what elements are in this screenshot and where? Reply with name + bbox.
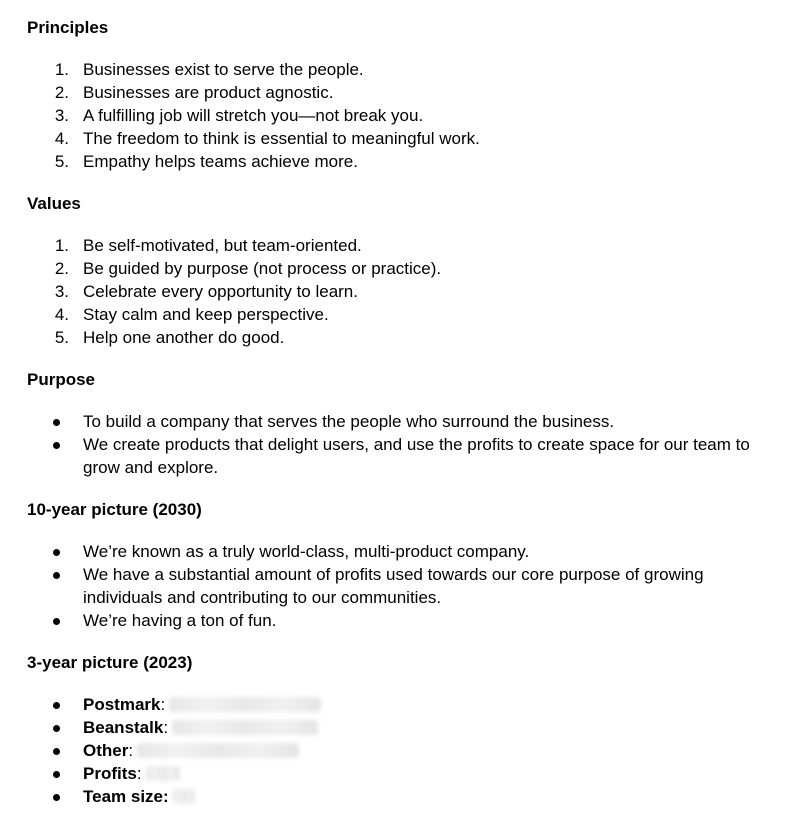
values-list (27, 234, 800, 349)
metric-label-postmark: Postmark (83, 695, 161, 714)
bullet-icon (53, 725, 60, 732)
bullet-icon (53, 702, 60, 709)
bullet-icon (53, 771, 60, 778)
label-separator: : (136, 764, 142, 783)
list-number: 5. (54, 328, 69, 347)
redacted-value (146, 766, 180, 781)
list-item (27, 280, 763, 303)
list-item (27, 257, 763, 280)
metric-label-beanstalk: Beanstalk (83, 718, 164, 737)
principles-list (27, 58, 800, 173)
list-number: 4. (54, 305, 69, 324)
list-item-text: Help one another do good. (83, 328, 285, 347)
list-item (27, 410, 763, 433)
list-number: 3. (54, 282, 69, 301)
bullet-icon (53, 572, 60, 579)
bullet-icon (53, 794, 60, 801)
bullet-icon (53, 419, 60, 426)
ten-year-heading: 10-year picture (2030) (27, 500, 202, 519)
label-separator: : (163, 787, 169, 806)
list-number: 2. (54, 83, 69, 102)
list-item-text: To build a company that serves the people who surround the business. (83, 412, 615, 431)
list-item (27, 609, 763, 632)
list-item (27, 234, 763, 257)
list-item-text: Celebrate every opportunity to learn. (83, 282, 358, 301)
list-item-text: We have a substantial amount of profits used towards our core purpose of growing individuals and contributing to our communities. (83, 565, 704, 607)
list-item-text: Be guided by purpose (not process or practice). (83, 259, 442, 278)
label-separator: : (128, 741, 134, 760)
list-item (27, 540, 763, 563)
bullet-icon (53, 618, 60, 625)
list-item-text: A fulfilling job will stretch you—not break you. (83, 106, 424, 125)
list-item (27, 762, 763, 785)
list-item (27, 326, 763, 349)
list-item (27, 739, 763, 762)
redacted-value (169, 697, 321, 712)
list-item (27, 104, 763, 127)
bullet-icon (53, 442, 60, 449)
metric-label-other: Other (83, 741, 129, 760)
three-year-heading: 3-year picture (2023) (27, 653, 193, 672)
list-item-text: Stay calm and keep perspective. (83, 305, 329, 324)
label-separator: : (160, 695, 166, 714)
list-item (27, 303, 763, 326)
list-item-text: We’re known as a truly world-class, multi-product company. (83, 542, 530, 561)
redacted-value (173, 789, 195, 804)
list-item (27, 58, 763, 81)
list-item-text: The freedom to think is essential to meaningful work. (83, 129, 480, 148)
list-item (27, 563, 763, 609)
list-item-text: Empathy helps teams achieve more. (83, 152, 358, 171)
metric-label-profits: Profits (83, 764, 137, 783)
redacted-value (172, 720, 318, 735)
principles-heading: Principles (27, 18, 109, 37)
three-year-list (27, 693, 800, 808)
list-item (27, 785, 763, 808)
list-number: 3. (54, 106, 69, 125)
list-number: 5. (54, 152, 69, 171)
list-item-text: We’re having a ton of fun. (83, 611, 277, 630)
list-item-text: Be self-motivated, but team-oriented. (83, 236, 362, 255)
redacted-value (137, 743, 299, 758)
bullet-icon (53, 748, 60, 755)
list-item (27, 693, 763, 716)
metric-label-team-size: Team size (83, 787, 164, 806)
list-item-text: Businesses exist to serve the people. (83, 60, 364, 79)
purpose-heading: Purpose (27, 370, 96, 389)
list-item (27, 150, 763, 173)
purpose-list (27, 410, 800, 479)
ten-year-list (27, 540, 800, 632)
list-item (27, 81, 763, 104)
values-heading: Values (27, 194, 81, 213)
list-number: 1. (54, 60, 69, 79)
bullet-icon (53, 549, 60, 556)
list-item-text: Businesses are product agnostic. (83, 83, 334, 102)
list-number: 2. (54, 259, 69, 278)
list-number: 1. (54, 236, 69, 255)
list-item (27, 716, 763, 739)
list-item-text: We create products that delight users, and use the profits to create space for our team to grow and explore. (83, 435, 750, 477)
list-item (27, 127, 763, 150)
list-item (27, 433, 763, 479)
label-separator: : (163, 718, 169, 737)
list-number: 4. (54, 129, 69, 148)
